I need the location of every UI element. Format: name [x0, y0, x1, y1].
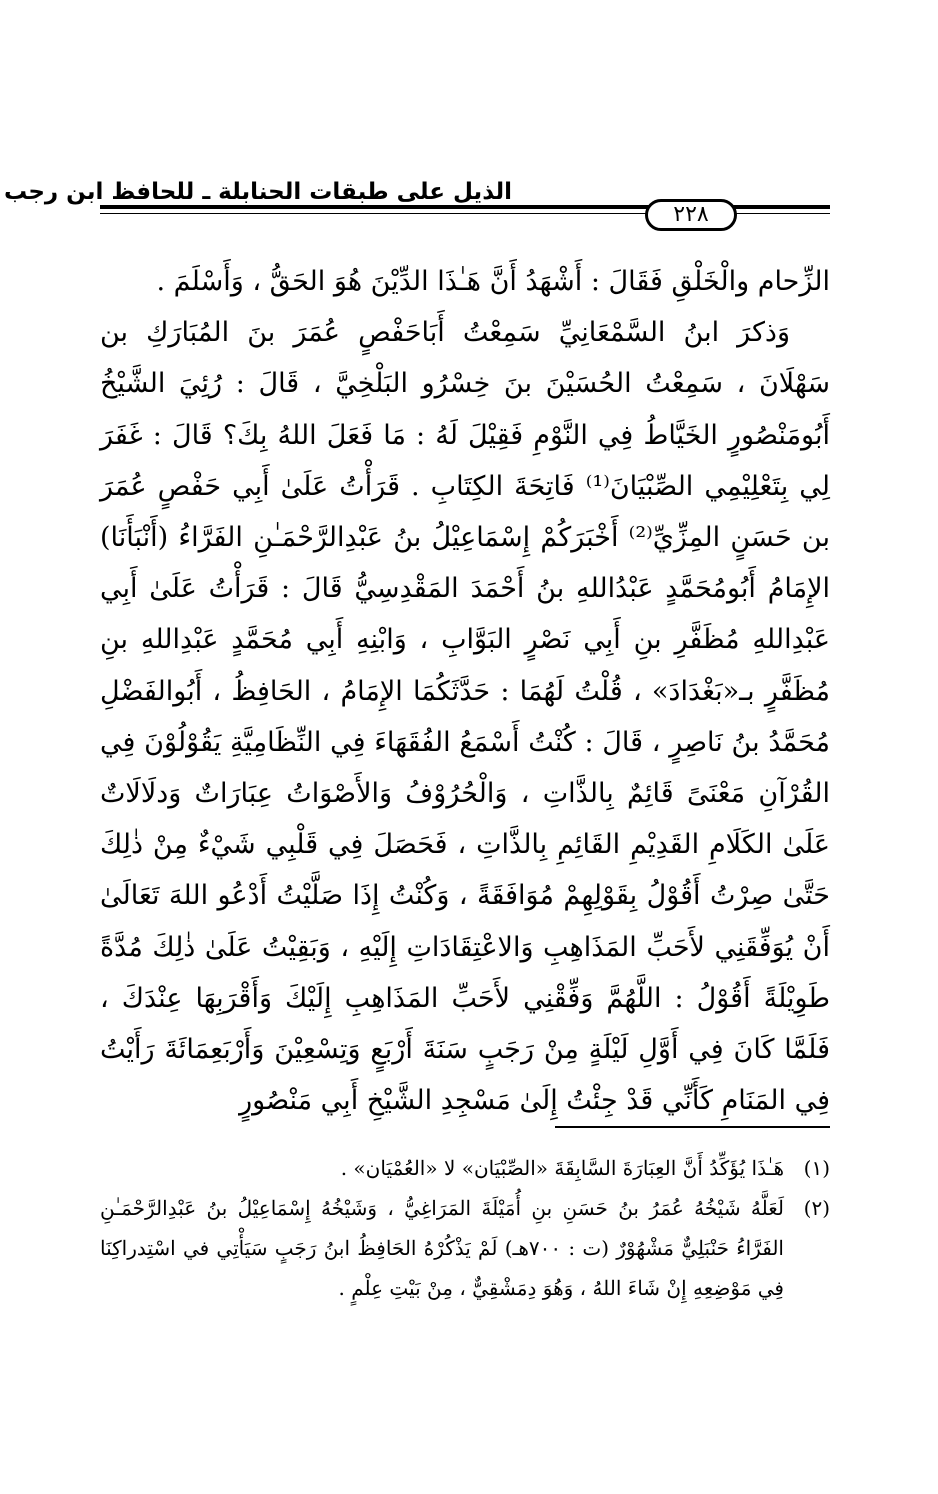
paragraph: وَذكرَ ابنُ السَّمْعَانِيِّ سَمِعْتُ أَبَاحَفْصٍ عُمَرَ بنَ المُبَارَكِ بن سَهْلَانَ ، سَمِعْتُ الحُسَيْنَ بنَ خِسْرُو البَلْخِيَّ ، قَالَ : رُئِيَ الشَّيْخُ أَبُومَنْصُورٍ الخَيَّاطُ فِي النَّوْمِ فَقِيْلَ لَهُ : مَا فَعَلَ اللهُ بِكَ؟ قَالَ : غَفَرَ لِي بِتَعْلِيْمِي الصِّبْيَانَ⁽¹⁾ فَاتِحَةَ الكِتَابِ . قَرَأْتُ عَلَىٰ أَبِي حَفْصٍ عُمَرَ بن حَسَنٍ المِزِّيِّ⁽²⁾ أَخْبَرَكُمْ إِسْمَاعِيْلُ بنُ عَبْدِالرَّحْمَـٰنِ الفَرَّاءُ (أَنْبَأَنَا) الإِمَامُ أَبُومُحَمَّدٍ عَبْدُاللهِ بنُ أَحْمَدَ المَقْدِسِيُّ قَالَ : قَرَأْتُ عَلَىٰ أَبِي عَبْدِاللهِ مُظَفَّرِ بنِ أَبِي نَصْرٍ البَوَّابِ ، وَابْنِهِ أَبِي مُحَمَّدٍ عَبْدِاللهِ بنِ مُظَفَّرٍ بـ«بَغْدَادَ» ، قُلْتُ لَهُمَا : حَدَّثَكُمَا الإِمَامُ ، الحَافِظُ ، أَبُوالفَضْلِ مُحَمَّدُ بنُ نَاصِرٍ ، قَالَ : كُنْتُ أَسْمَعُ الفُقَهَاءَ فِي النِّظَامِيَّةِ يَقُوْلُوْنَ فِي القُرْآنِ مَعْنَىً قَائِمٌ بِالذَّاتِ ، وَالْحُرُوْفُ وَالأَصْوَاتُ عِبَارَاتٌ وَدلَالَاتٌ عَلَىٰ الكَلَامِ القَدِيْمِ القَائِمِ بِالذَّاتِ ، فَحَصَلَ فِي قَلْبِي شَيْءٌ مِنْ ذٰلِكَ حَتَّىٰ صِرْتُ أَقُوْلُ بِقَوْلِهِمْ مُوَافَقَةً ، وَكُنْتُ إِذَا صَلَّيْتُ أَدْعُو اللهَ تَعَالَىٰ أَنْ يُوَفِّقَنِي لأَحَبِّ المَذَاهِبِ وَالاعْتِقَادَاتِ إِلَيْهِ ، وَبَقِيْتُ عَلَىٰ ذٰلِكَ مُدَّةً طَوِيْلَةً أَقُوْلُ : اللَّهُمَّ وَفِّقْنِي لأَحَبِّ المَذَاهِبِ إِلَيْكَ وَأَقْرَبِهَا عِنْدَكَ ، فَلَمَّا كَانَ فِي أَوَّلِ لَيْلَةٍ مِنْ رَجَبٍ سَنَةَ أَرْبَعٍ وَتِسْعِيْنَ وَأَرْبَعِمَائَةَ رَأَيْتُ فِي المَنَامِ كَأَنِّي قَدْ جِئْتُ إِلَىٰ مَسْجِدِ الشَّيْخِ أَبِي مَنْصُورٍ: [100, 317, 831, 1117]
body-text: [100, 256, 830, 1126]
footnotes: [100, 1148, 830, 1308]
page-number: ٢٢٨: [645, 199, 737, 231]
footnote-text: لَعَلَّهُ شَيْخُهُ عُمَرُ بنُ حَسَنِ بنِ أُمَيْلَةَ المَرَاغِيُّ ، وَشَيْخُهُ إِسْمَاعِيْلُ بنُ عَبْدِالرَّحْمَـٰنِ الفَرَّاءُ حَنْبَلِيٌّ مَشْهُوْرٌ (ت : ٧٠٠هـ) لَمْ يَذْكُرْهُ الحَافِظُ ابنُ رَجَبٍ سَيَأْتِي في اسْتِدراكِنَا فِي مَوْضِعِهِ إِنْ شَاءَ اللهُ ، وَهُوَ دِمَشْقِيٌّ ، مِنْ بَيْتِ عِلْمٍ .: [100, 1196, 784, 1300]
footnote-number: (٢): [803, 1196, 830, 1220]
running-title: الذيل على طبقات الحنابلة ـ للحافظ ابن رجب: [3, 179, 512, 205]
footnote-number: (١): [803, 1156, 830, 1180]
footnote-separator: [555, 1126, 830, 1128]
paragraph: الزِّحام والْخَلْقِ فَقَالَ : أَشْهَدُ أَنَّ هَـٰذَا الدِّيْنَ هُوَ الحَقُّ ، وَأَسْلَمَ .: [156, 266, 830, 297]
footnote-1: [100, 1148, 830, 1188]
footnote-text: هَـٰذَا يُؤَكِّدُ أَنَّ العِبَارَةَ السَّابِقَةَ «الصِّبْيَان» لا «العُمْيَان» .: [340, 1156, 784, 1180]
footnote-2: [100, 1188, 830, 1308]
